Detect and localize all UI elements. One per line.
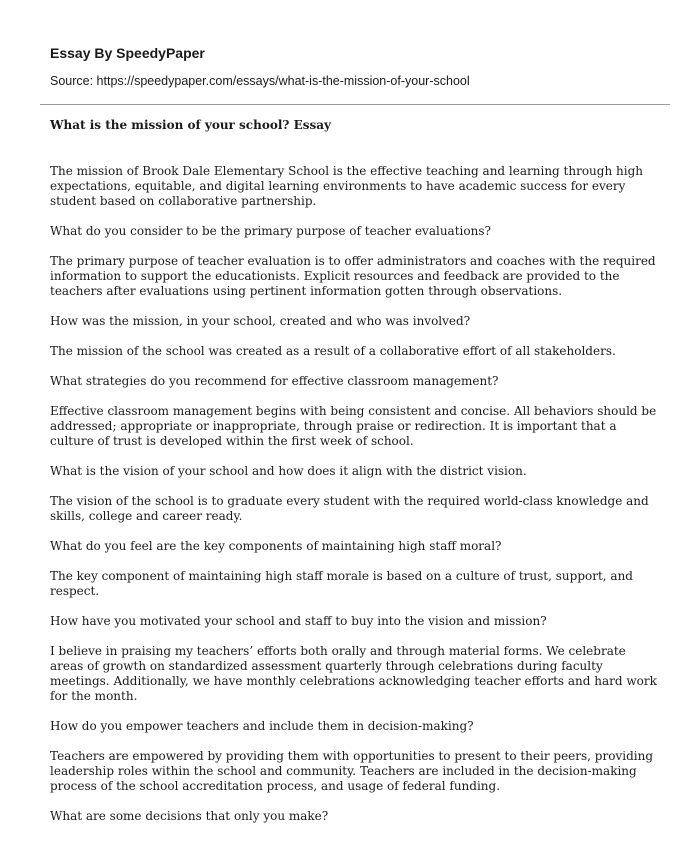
paragraph-staff-morale: The key component of maintaining high staff morale is based on a culture of trust, support, and respect.	[50, 569, 633, 598]
question-school-vision: What is the vision of your school and how does it align with the district vision.	[50, 464, 527, 478]
essay-title: What is the mission of your school? Essay	[50, 118, 332, 132]
paragraph-teacher-evaluations: The primary purpose of teacher evaluation is to offer administrators and coaches with the required information to support the educationists. Explicit resources and feedback are provided to the teachers after evaluations using pertinent information gotten through observations.	[50, 254, 656, 298]
question-mission-creation: How was the mission, in your school, created and who was involved?	[50, 314, 471, 328]
essay-body	[50, 164, 660, 824]
divider	[40, 104, 670, 105]
question-decisions: What are some decisions that only you make?	[50, 809, 329, 823]
question-staff-morale: What do you feel are the key components of maintaining high staff moral?	[50, 539, 502, 553]
question-classroom-management: What strategies do you recommend for effective classroom management?	[50, 374, 499, 388]
paragraph-classroom-management: Effective classroom management begins with being consistent and concise. All behaviors should be addressed; appropriate or inappropriate, through praise or redirection. It is important that a culture of trust is developed within the first week of school.	[50, 404, 657, 448]
paragraph-school-vision: The vision of the school is to graduate every student with the required world-class knowledge and skills, college and career ready.	[50, 494, 649, 523]
question-teacher-evaluations: What do you consider to be the primary purpose of teacher evaluations?	[50, 224, 491, 238]
paragraph-motivation: I believe in praising my teachers’ efforts both orally and through material forms. We celebrate areas of growth on standardized assessment quarterly through celebrations during faculty meetings. Additionally, we have monthly celebrations acknowledging teacher efforts and hard work for the month.	[50, 644, 657, 703]
brand-heading: Essay By SpeedyPaper	[50, 45, 205, 61]
question-empower-teachers: How do you empower teachers and include them in decision-making?	[50, 719, 474, 733]
question-motivation: How have you motivated your school and staff to buy into the vision and mission?	[50, 614, 547, 628]
source-line: Source: https://speedypaper.com/essays/what-is-the-mission-of-your-school	[50, 74, 470, 88]
paragraph-mission: The mission of Brook Dale Elementary School is the effective teaching and learning through high expectations, equitable, and digital learning environments to have academic success for every student based on collaborative partnership.	[50, 164, 643, 208]
paragraph-empower-teachers: Teachers are empowered by providing them with opportunities to present to their peers, providing leadership roles within the school and community. Teachers are included in the decision-making process of the school accreditation process, and usage of federal funding.	[50, 749, 653, 793]
paragraph-mission-creation: The mission of the school was created as a result of a collaborative effort of all stakeholders.	[50, 344, 616, 358]
